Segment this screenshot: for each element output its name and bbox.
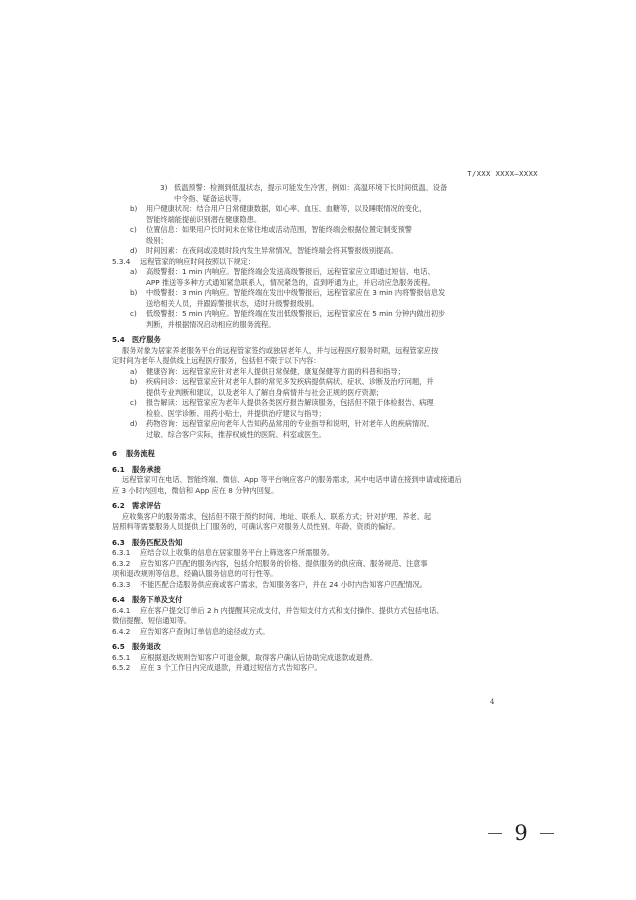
text-line: [112, 236, 522, 247]
page-number-small: 4: [490, 698, 495, 706]
page-number-value: 9: [514, 821, 528, 845]
item-number: a): [130, 267, 138, 276]
line-text: 应告知客户查询订单信息的途径或方式。: [140, 626, 270, 636]
text-line: [112, 204, 522, 215]
line-text: 不能匹配合适服务供应商或客户需求，告知服务客户，并在 24 小时内告知客户匹配情况。: [140, 579, 427, 589]
document-number: T/XXX XXXX—XXXX: [467, 170, 538, 178]
line-text: 应 3 小时内回电，微信和 App 应在 8 分钟内回复。: [112, 485, 279, 495]
line-text: 检验、医学诊断、用药小贴士，并提供治疗建议与指导；: [146, 408, 326, 418]
text-line: [112, 475, 522, 486]
line-text: 中令指、疑备运状等。: [174, 193, 246, 203]
line-text: APP 推送等多种方式通知紧急联系人，情况紧急的，直到呼通为止，并启动应急服务流程。: [146, 277, 435, 287]
text-line: [112, 522, 522, 533]
item-number: 5.3.4: [112, 256, 131, 266]
item-number: b): [130, 377, 138, 386]
dash-right: [540, 833, 554, 834]
text-line: [112, 377, 522, 388]
document-body: [112, 183, 522, 674]
text-line: [112, 278, 522, 289]
line-text: 用户健康状况：结合用户日常健康数据，如心率、血压、血糖等，以及睡眠情况的变化，: [146, 204, 427, 213]
line-text: 位置信息：如果用户长时间未在常住地或活动范围，智能终端会根据位置定制变预警: [146, 225, 412, 234]
line-text: 定时间为老年人提供线上远程医疗服务，包括但不限于以下内容：: [112, 356, 321, 365]
text-line: [112, 267, 522, 278]
text-line: [112, 388, 522, 399]
item-number: 5.4: [112, 335, 125, 344]
item-number: 6.3: [112, 537, 125, 547]
line-text: 应在客户提交订单后 2 h 内提醒其完成支付，并告知支付方式和支付操作、提供方式包括电话、: [140, 605, 444, 615]
section-heading: [112, 465, 522, 476]
line-text: 应告知客户匹配的服务内容，包括介绍服务的价格、提供服务的供应商、服务规范、注意事: [140, 558, 428, 568]
text-line: [112, 320, 522, 331]
line-text: 应收集客户的服务需求，包括但不限于预约时间、地址、联系人、联系方式；针对护理、养老、起: [122, 511, 432, 521]
text-line: [112, 569, 522, 580]
text-line: [112, 580, 522, 591]
section-heading: [112, 449, 522, 460]
line-text: 中级警报：3 min 内响应。智能终端在发出中级警报后，远程管家应在 3 min 内将警报信息发: [146, 288, 446, 297]
line-text: 应根据退改规则告知客户可退金额，取得客户确认后协助完成退款或退费。: [140, 652, 378, 662]
line-text: 过敏、综合客户实际，推荐权威性的医院、科室或医生。: [146, 429, 326, 439]
line-text: 级别；: [146, 235, 168, 245]
line-text: 智能终端能提前识别潜在健康隐患。: [146, 214, 262, 224]
text-line: [112, 183, 522, 194]
item-number: 6.5.1: [112, 652, 131, 662]
text-line: [112, 309, 522, 320]
item-number: 6.3.1: [112, 548, 131, 557]
line-text: 疾病问诊：远程管家应针对老年人群的常见多发疾病提供病状、症状、诊断及治疗问题，并: [146, 377, 434, 386]
item-number: c): [130, 309, 137, 318]
line-text: 健康咨询：远程管家应针对老年人提供日常保健、康复保健等方面的科普和指导；: [146, 366, 405, 376]
text-line: [112, 215, 522, 226]
item-number: c): [130, 398, 137, 407]
text-line: [112, 367, 522, 378]
line-text: 服务退改: [132, 642, 161, 651]
text-line: [112, 430, 522, 441]
section-heading: [112, 501, 522, 512]
text-line: [112, 548, 522, 559]
text-line: [112, 246, 522, 257]
line-text: 时间因素：在夜间或凌晨时段内发生异常情况，智能终端会将其警报级别提高。: [146, 246, 398, 255]
line-text: 微信提醒、短信通知等。: [112, 616, 192, 625]
text-line: [112, 257, 522, 268]
text-line: [112, 398, 522, 409]
text-line: [112, 409, 522, 420]
item-number: d): [130, 246, 138, 255]
text-line: [112, 356, 522, 367]
text-line: [112, 299, 522, 310]
section-heading: [112, 538, 522, 549]
text-line: [112, 346, 522, 357]
line-text: 远程管家可在电话、智能终端、微信、App 等平台响应客户的服务需求，其中电话申请在接到申请或接通后: [122, 475, 462, 484]
page-number-large: [488, 818, 554, 848]
item-number: 6.5: [112, 642, 125, 651]
text-line: [112, 194, 522, 205]
text-line: [112, 486, 522, 497]
item-number: 6.4.2: [112, 626, 131, 636]
text-line: [112, 606, 522, 617]
item-number: 6.3.2: [112, 558, 131, 568]
line-text: 医疗服务: [132, 335, 161, 344]
text-line: [112, 627, 522, 638]
line-text: 服务流程: [126, 449, 155, 458]
line-text: 低级警报：5 min 内响应。智能终端在发出低级警报后，远程管家应在 5 min 分钟内做出初步: [146, 309, 446, 318]
item-number: 6.5.2: [112, 663, 131, 672]
text-line: [112, 616, 522, 627]
section-heading: [112, 595, 522, 606]
item-number: d): [130, 419, 138, 428]
line-text: 应结合以上收集的信息在居家服务平台上筛选客户所需服务。: [140, 548, 335, 557]
line-text: 居照料等需要服务人员提供上门服务的，可确认客户对服务人员性别、年龄、资质的偏好。: [112, 522, 400, 531]
line-text: 远程管家的响应时间按照以下规定：: [140, 256, 256, 266]
text-line: [112, 653, 522, 664]
line-text: 服务匹配及告知: [132, 537, 183, 547]
line-text: 药物咨询：远程管家应向老年人告知药品常用的专业指导和说明，针对老年人的疾病情况、: [146, 419, 434, 428]
line-text: 高级警报：1 min 内响应。智能终端会发送高级警报后，远程管家应立即通过短信、电话、: [146, 267, 435, 276]
section-heading: [112, 335, 522, 346]
line-text: 服务对象为居家养老服务平台的远程管家签约或独居老年人，并与远程医疗服务时期，远程管家应按: [122, 345, 439, 355]
line-text: 送给相关人员，并跟踪警报状态，适时升级警报级别。: [146, 298, 319, 308]
section-heading: [112, 642, 522, 653]
item-number: b): [130, 204, 138, 213]
dash-left: [488, 833, 502, 834]
item-number: b): [130, 288, 138, 297]
line-text: 服务下单及支付: [132, 595, 183, 604]
line-text: 项和退改规则等信息，经确认服务信息的可行性等。: [112, 569, 278, 578]
item-number: 6: [112, 449, 118, 458]
text-line: [112, 225, 522, 236]
item-number: 6.3.3: [112, 579, 131, 589]
line-text: 报告解读：远程管家应为老年人提供各类医疗报告解读服务，包括但不限于体检报告、病理: [146, 398, 434, 407]
line-text: 低温预警：检测到低温状态，提示可能发生冷害，例如：高温环境下长时间低温、设备: [174, 183, 448, 192]
item-number: a): [130, 366, 138, 376]
line-text: 判断，并根据情况启动相应的服务流程。: [146, 319, 276, 329]
item-number: c): [130, 225, 137, 234]
item-number: 6.4: [112, 595, 125, 604]
line-text: 提供专业判断和建议，以及老年人了解自身病情并与社会正规的医疗资源；: [146, 387, 384, 397]
text-line: [112, 288, 522, 299]
line-text: 需求评估: [132, 501, 161, 510]
item-number: 6.4.1: [112, 605, 131, 615]
text-line: [112, 512, 522, 523]
text-line: [112, 559, 522, 570]
item-number: 3): [160, 183, 168, 192]
line-text: 服务承接: [132, 464, 161, 474]
item-number: 6.1: [112, 464, 125, 474]
line-text: 应在 3 个工作日内完成退款，并通过短信方式告知客户。: [140, 663, 322, 672]
text-line: [112, 419, 522, 430]
text-line: [112, 663, 522, 674]
item-number: 6.2: [112, 501, 125, 510]
